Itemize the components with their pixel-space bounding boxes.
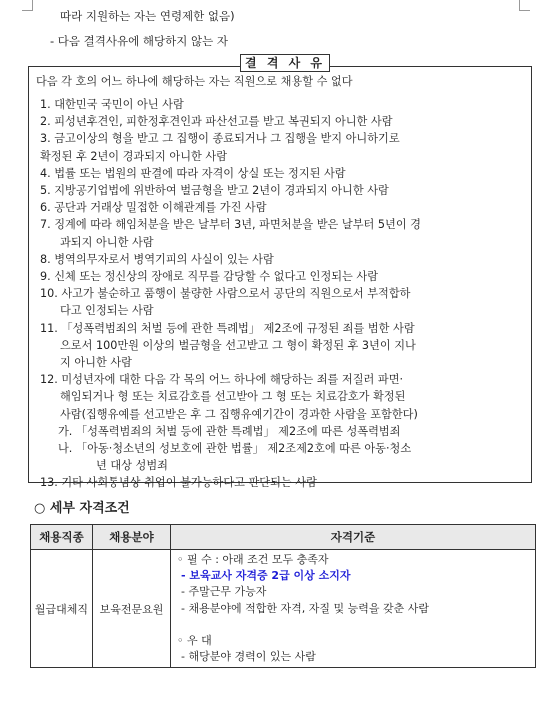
item-line: 10. 사고가 불순하고 품행이 불량한 사람으로서 공단의 직원으로서 부적합하 xyxy=(40,287,411,301)
required-item-highlight: - 보육교사 자격증 2급 이상 소지자 xyxy=(181,569,351,583)
item-line: 5. 지방공기업법에 위반하여 벌금형을 받고 2년이 경과되지 아니한 사람 xyxy=(40,184,389,198)
column-header-job-type: 채용직종 xyxy=(31,525,93,550)
field-cell: 보육전문요원 xyxy=(93,550,171,668)
item-line: 나. 「아동·청소년의 성보호에 관한 법률」 제2조제2호에 따른 아동·청소 xyxy=(58,442,412,456)
disqualification-item xyxy=(40,268,528,285)
disqualification-item xyxy=(40,285,528,319)
item-line: 과되지 아니한 사람 xyxy=(60,235,154,249)
required-item: - 주말근무 가능자 xyxy=(181,585,267,599)
disqualification-subitem xyxy=(40,440,528,474)
disqualification-item xyxy=(40,251,528,268)
job-type-cell: 월급대체직 xyxy=(31,550,93,668)
disqualification-item xyxy=(40,113,528,130)
disqualification-intro: 다음 각 호의 어느 하나에 해당하는 자는 직원으로 채용할 수 없다 xyxy=(36,75,353,88)
item-line: 사람(집행유예를 선고받은 후 그 집행유예기간이 경과한 사람을 포함한다) xyxy=(60,407,418,421)
item-line: 4. 법률 또는 법원의 판결에 따라 자격이 상실 또는 정지된 사람 xyxy=(40,166,346,180)
item-line: 6. 공단과 거래상 밀접한 이해관계를 가진 사람 xyxy=(40,201,267,215)
item-line: 7. 징계에 따라 해임처분을 받은 날부터 3년, 파면처분을 받은 날부터 5년이 경 xyxy=(40,218,421,232)
required-item: - 채용분야에 적합한 자격, 자질 및 능력을 갖춘 사람 xyxy=(181,601,429,615)
item-line: 13. 기타 사회통념상 취업이 불가능하다고 판단되는 사람 xyxy=(40,476,317,490)
disqualification-item xyxy=(40,96,528,113)
details-heading: ○ 세부 자격조건 xyxy=(34,501,130,516)
item-line: 12. 미성년자에 대한 다음 각 목의 어느 하나에 해당하는 죄를 저질러 파면· xyxy=(40,373,404,387)
preferred-item: - 해당분야 경력이 있는 사람 xyxy=(181,650,316,664)
item-line: 확정된 후 2년이 경과되지 아니한 사람 xyxy=(40,149,228,163)
page-corner-mark-right xyxy=(519,0,530,11)
qualification-table xyxy=(30,524,536,668)
required-list xyxy=(177,568,535,617)
disqualification-list xyxy=(40,96,528,492)
disqualification-item xyxy=(40,165,528,182)
item-line: 해임되거나 형 또는 치료감호를 선고받아 그 형 또는 치료감호가 확정된 xyxy=(60,390,406,404)
item-line: 으로서 100만원 이상의 벌금형을 선고받고 그 형이 확정된 후 3년이 지나 xyxy=(60,338,416,352)
disqualification-item xyxy=(40,199,528,216)
column-header-criteria: 자격기준 xyxy=(171,525,536,550)
item-line: 8. 병역의무자로서 병역기피의 사실이 있는 사람 xyxy=(40,252,274,266)
criteria-cell xyxy=(171,550,536,668)
disqualification-title: 결 격 사 유 xyxy=(240,54,330,72)
page-corner-mark-left xyxy=(22,0,33,11)
item-line: 가. 「성폭력범죄의 처벌 등에 관한 특례법」 제2조에 따른 성폭력범죄 xyxy=(58,424,401,438)
not-disqualified-line: - 다음 결격사유에 해당하지 않는 자 xyxy=(50,34,228,48)
disqualification-item xyxy=(40,320,528,372)
disqualification-item xyxy=(40,216,528,250)
disqualification-item xyxy=(40,371,528,423)
item-line: 다고 인정되는 사람 xyxy=(60,304,154,318)
table-row xyxy=(31,550,536,668)
item-line: 3. 금고이상의 형을 받고 그 집행이 종료되거나 그 집행을 받지 아니하기로 xyxy=(40,132,400,146)
disqualification-subitem xyxy=(40,423,528,440)
item-line: 년 대상 성범죄 xyxy=(96,459,168,473)
disqualification-item xyxy=(40,182,528,199)
preferred-list xyxy=(177,649,535,665)
item-line: 9. 신체 또는 정신상의 장애로 직무를 감당할 수 없다고 인정되는 사람 xyxy=(40,270,379,284)
age-note-line: 따라 지원하는 자는 연령제한 없음) xyxy=(60,9,235,23)
table-header-row xyxy=(31,525,536,550)
item-line: 2. 피성년후견인, 피한정후견인과 파산선고를 받고 복권되지 아니한 사람 xyxy=(40,115,393,129)
column-header-field: 채용분야 xyxy=(93,525,171,550)
disqualification-item xyxy=(40,474,528,491)
preferred-label: ◦ 우 대 xyxy=(177,633,212,647)
item-line: 1. 대한민국 국민이 아닌 사람 xyxy=(40,98,184,111)
disqualification-item xyxy=(40,130,528,164)
required-label: ◦ 필 수 : 아래 조건 모두 충족자 xyxy=(177,553,329,566)
criteria-spacer xyxy=(177,617,535,633)
item-line: 11. 「성폭력범죄의 처벌 등에 관한 특례법」 제2조에 규정된 죄를 범한 사람 xyxy=(40,321,415,335)
item-line: 지 아니한 사람 xyxy=(60,356,132,370)
